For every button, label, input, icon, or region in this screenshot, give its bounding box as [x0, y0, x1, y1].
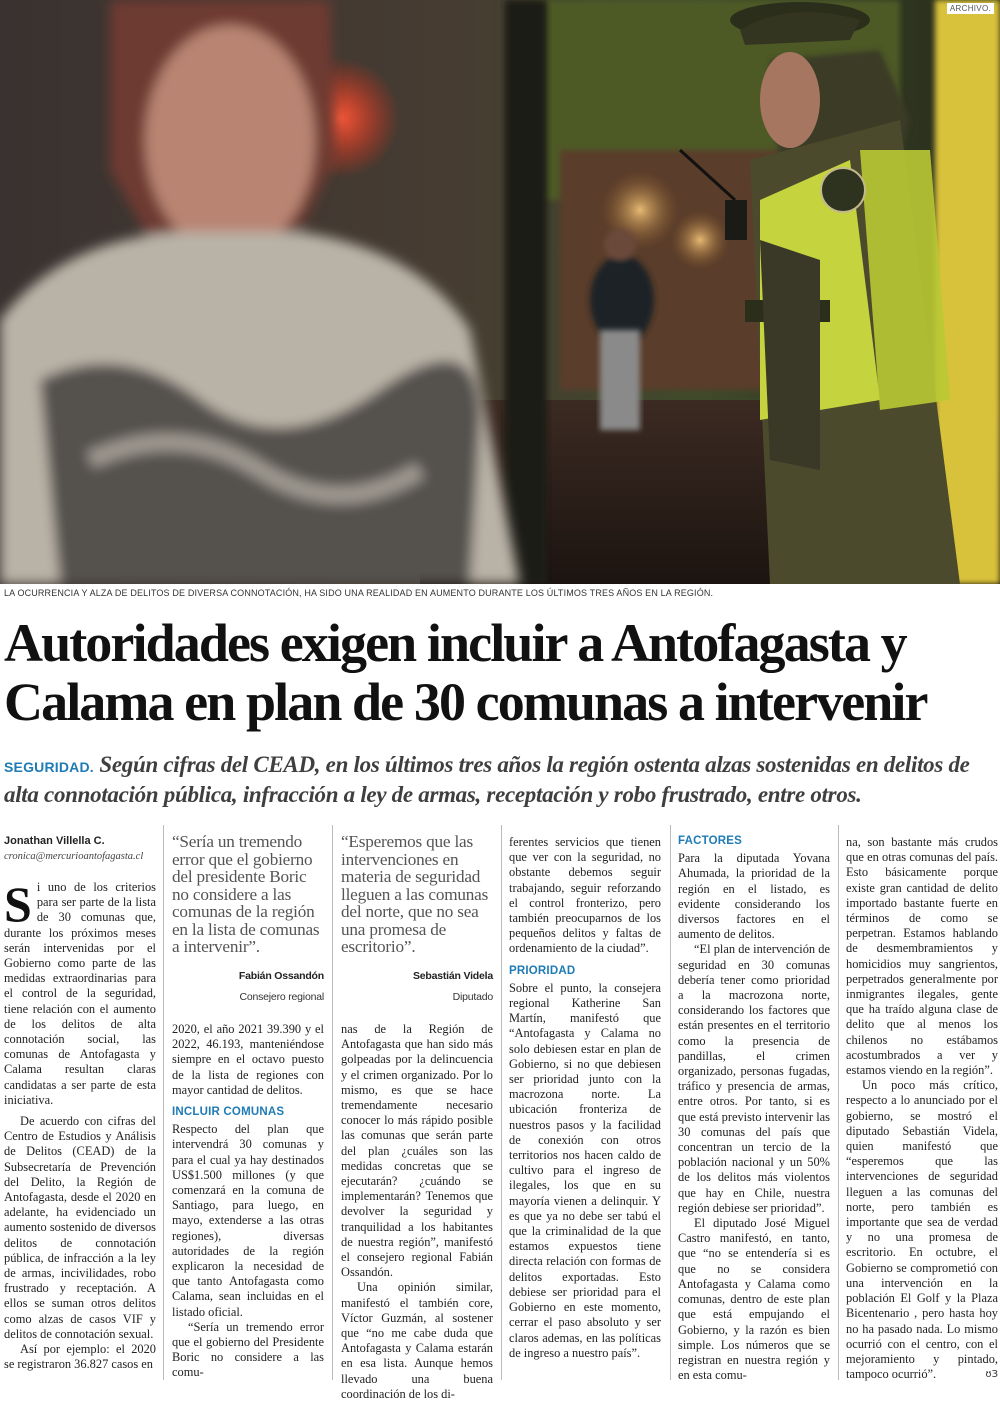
- paragraph: Si uno de los criterios para ser parte de la lista de 30 comunas que, durante los próximos meses serán intervenidas por el Gobierno como parte de las medidas extraordinarias para el control de la seguridad, tiene relación con el aumento de los delitos de alta connotación social, las comunas de Antofagasta y Calama resultan claras candidatas a ser parte de esta iniciativa.: [4, 876, 156, 1107]
- column-3: [341, 1022, 493, 1402]
- drop-cap: S: [4, 876, 32, 932]
- photo-illustration: [0, 0, 1000, 584]
- subhead: INCLUIR COMUNAS: [172, 1106, 285, 1119]
- pull-quote-role: Consejero regional: [239, 991, 324, 1003]
- column-2: [172, 1022, 324, 1381]
- paragraph: Así por ejemplo: el 2020 se registraron 36.827 casos en: [4, 1342, 156, 1372]
- paragraph: Sobre el punto, la consejera regional Katherine San Martín, manifestó que “Antofagasta y Calama no solo debiesen estar en plan de Gobierno, si no que debiesen ser prioridad junto con la macrozona norte. La ubicación fronteriza de nuestros pasos y la facilidad de conexión con otros territorios nos hacen caldo de cultivo para el ingreso de ilegales, los que en su mayoría vienen a delinquir. Y es que ya no debe ser tabú el que la criminalidad de la que estamos expuestos tiene directa relación con formas de delitos exportadas. Esto debiese ser prioridad para el Gobierno en este momento, cerrar el paso absoluto y ser claros ademas, en las políticas de ingreso a nuestro país”.: [509, 980, 661, 1360]
- column-rule: [332, 825, 333, 1380]
- column-5: [678, 828, 830, 1383]
- photo-caption: LA OCURRENCIA Y ALZA DE DELITOS DE DIVERSA CONNOTACIÓN, HA SIDO UNA REALIDAD EN AUMENTO DURANTE LOS ÚLTIMOS TRES AÑOS EN LA REGIÓN.: [4, 588, 714, 598]
- column-1: [4, 876, 156, 1373]
- paragraph: Un poco más crítico, respecto a lo anunciado por el gobierno, se mostró el diputado Sebastián Videla, quien manifestó que “esperemos que las intervenciones de seguridad lleguen a las comunas del norte, pero también es importante que sea de verdad y no una promesa de escritorio. En octubre, el Gobierno se comprometió con una intervención en la población El Golf y la Plaza Bicentenario , pero hasta hoy no ha pasado nada. Lo mismo ocurrió con el centro, con el mejoramiento y pintado, tampoco ocurrió”. ʊЗ: [846, 1078, 998, 1382]
- author-name: Jonathan Villella C.: [4, 835, 105, 847]
- paragraph: na, son bastante más crudos que en otras comunas del país. Esto básicamente porque existe gran cantidad de delito importado bastante fuerte en términos de como se perpetran. Estamos hablando de desmembramientos y homicidios muy sangrientos, perpetrados generalmente por inmigrantes ilegales, gente que ha traído alguna clase de delito que al menos los chilenos no estábamos acostumbrados a ver y estamos viendo en la región”.: [846, 835, 998, 1078]
- pull-quote-name: Sebastián Videla: [412, 969, 493, 982]
- paragraph: Respecto del plan que intervendrá 30 comunas y para el cual ya hay destinados US$1.500 millones (y que comenzará en la comuna de Santiago, para luego, en mayo, extenderse a las otras regiones), diversas autoridades de la región explicaron la necesidad de que tanto Antofagasta como Calama, sean incluidas en el listado oficial.: [172, 1122, 324, 1319]
- subhead: FACTORES: [678, 835, 743, 847]
- subhead: PRIORIDAD: [509, 964, 576, 977]
- paragraph: Para la diputada Yovana Ahumada, la prioridad de la región en el listado, es evidente considerando los diversos factores en el aumento de delitos.: [678, 851, 830, 942]
- deck: [4, 751, 994, 809]
- paragraph: De acuerdo con cifras del Centro de Estudios y Análisis de Delitos (CEAD) de la Subsecretaría de Prevención del Delito, la Región de Antofagasta, desde el 2020 en adelante, ha evidenciado un aumento sostenido de diversos delitos de connotación pública, de infracción a la ley de armas, incivilidades, robo frustrado y receptación. A ellos se suman otros delitos como alzas de casos VIF y delitos de connotación sexual.: [4, 1114, 156, 1341]
- column-6: [846, 835, 998, 1382]
- paragraph: El diputado José Miguel Castro manifestó, en tanto, que “no se entendería si es que no se considera Antofagasta y Calama como comunas, dentro de este plan que está empujando el Gobierno, y la razón es bien simple. Los números que se registran en nuestra región y en esta comu-: [678, 1216, 830, 1383]
- end-mark-icon: ʊЗ: [985, 1369, 998, 1381]
- article-photo: [0, 0, 1000, 584]
- byline: [4, 835, 160, 862]
- paragraph: 2020, el año 2021 39.390 y el 2022, 46.193, manteniéndose siempre en el octavo puesto de la lista de regiones con mayor cantidad de delitos.: [172, 1022, 324, 1097]
- paragraph: nas de la Región de Antofagasta que han sido más golpeadas por la delincuencia y el crimen organizado. Por lo mismo, es que se hace tremendamente necesario conocer lo más rápido posible las comunas que serán parte del plan ¿cuáles son las medidas concretas que se ejecutarán? ¿cuándo se implementarán? Tenemos que devolver la seguridad y tranquilidad a los habitantes de nuestra región”, manifestó el consejero regional Fabián Ossandón.: [341, 1022, 493, 1280]
- pull-quote-text: “Esperemos que las intervenciones en materia de seguridad lleguen a las comunas del norte, que no sea una promesa de escritorio”.: [341, 832, 489, 956]
- column-rule: [838, 825, 839, 1380]
- pull-quote-1: [172, 833, 324, 1007]
- pull-quote-text: “Sería un tremendo error que el gobierno del presidente Boric no considere a las comunas de la región en la lista de comunas a intervenir”.: [172, 832, 320, 956]
- column-rule: [501, 825, 502, 1380]
- pull-quote-name: Fabián Ossandón: [238, 969, 324, 982]
- column-rule: [670, 825, 671, 1380]
- paragraph: ferentes servicios que tienen que ver con la seguridad, no obstante debemos seguir trabajando, seguir reforzando el control fronterizo, pero también preocuparnos de los pequeños delitos y faltas de ordenamiento de la ciudad”.: [509, 835, 661, 956]
- column-4: [509, 835, 661, 1361]
- section-kicker: SEGURIDAD.: [4, 759, 94, 775]
- pull-quote-role: Diputado: [452, 991, 493, 1003]
- pull-quote-2: [341, 833, 493, 1007]
- deck-text: Según cifras del CEAD, en los últimos tres años la región ostenta alzas sostenidas en delitos de alta connotación pública, infracción a ley de armas, receptación y robo frustrado, entre otros.: [4, 752, 970, 807]
- photo-credit: ARCHIVO.: [947, 3, 994, 14]
- author-email: cronica@mercurioantofagasta.cl: [4, 851, 144, 862]
- headline: Autoridades exigen incluir a Antofagasta y Calama en plan de 30 comunas a intervenir: [4, 613, 927, 732]
- paragraph: “Sería un tremendo error que el gobierno del Presidente Boric no considere a las comu-: [172, 1319, 324, 1380]
- column-rule: [163, 825, 164, 1380]
- paragraph: “El plan de intervención de seguridad en 30 comunas debería tener como prioridad a la macrozona norte, considerando los factores que están presentes en el territorio como la presencia de pandillas, el crimen organizado, personas fugadas, tráfico y presencia de armas, entre otros. Por tanto, si es que está previsto intervenir las 30 comunas del país que concentran un tercio de la población nacional y un 50% de los delitos más violentos que hay en Chile, nuestra región debiese ser prioridad”.: [678, 942, 830, 1215]
- paragraph: Una opinión similar, manifestó el también core, Víctor Guzmán, al sostener que “no me cabe duda que Antofagasta y Calama estarán en esa lista. Aunque hemos llevado una buena coordinación de los di-: [341, 1280, 493, 1401]
